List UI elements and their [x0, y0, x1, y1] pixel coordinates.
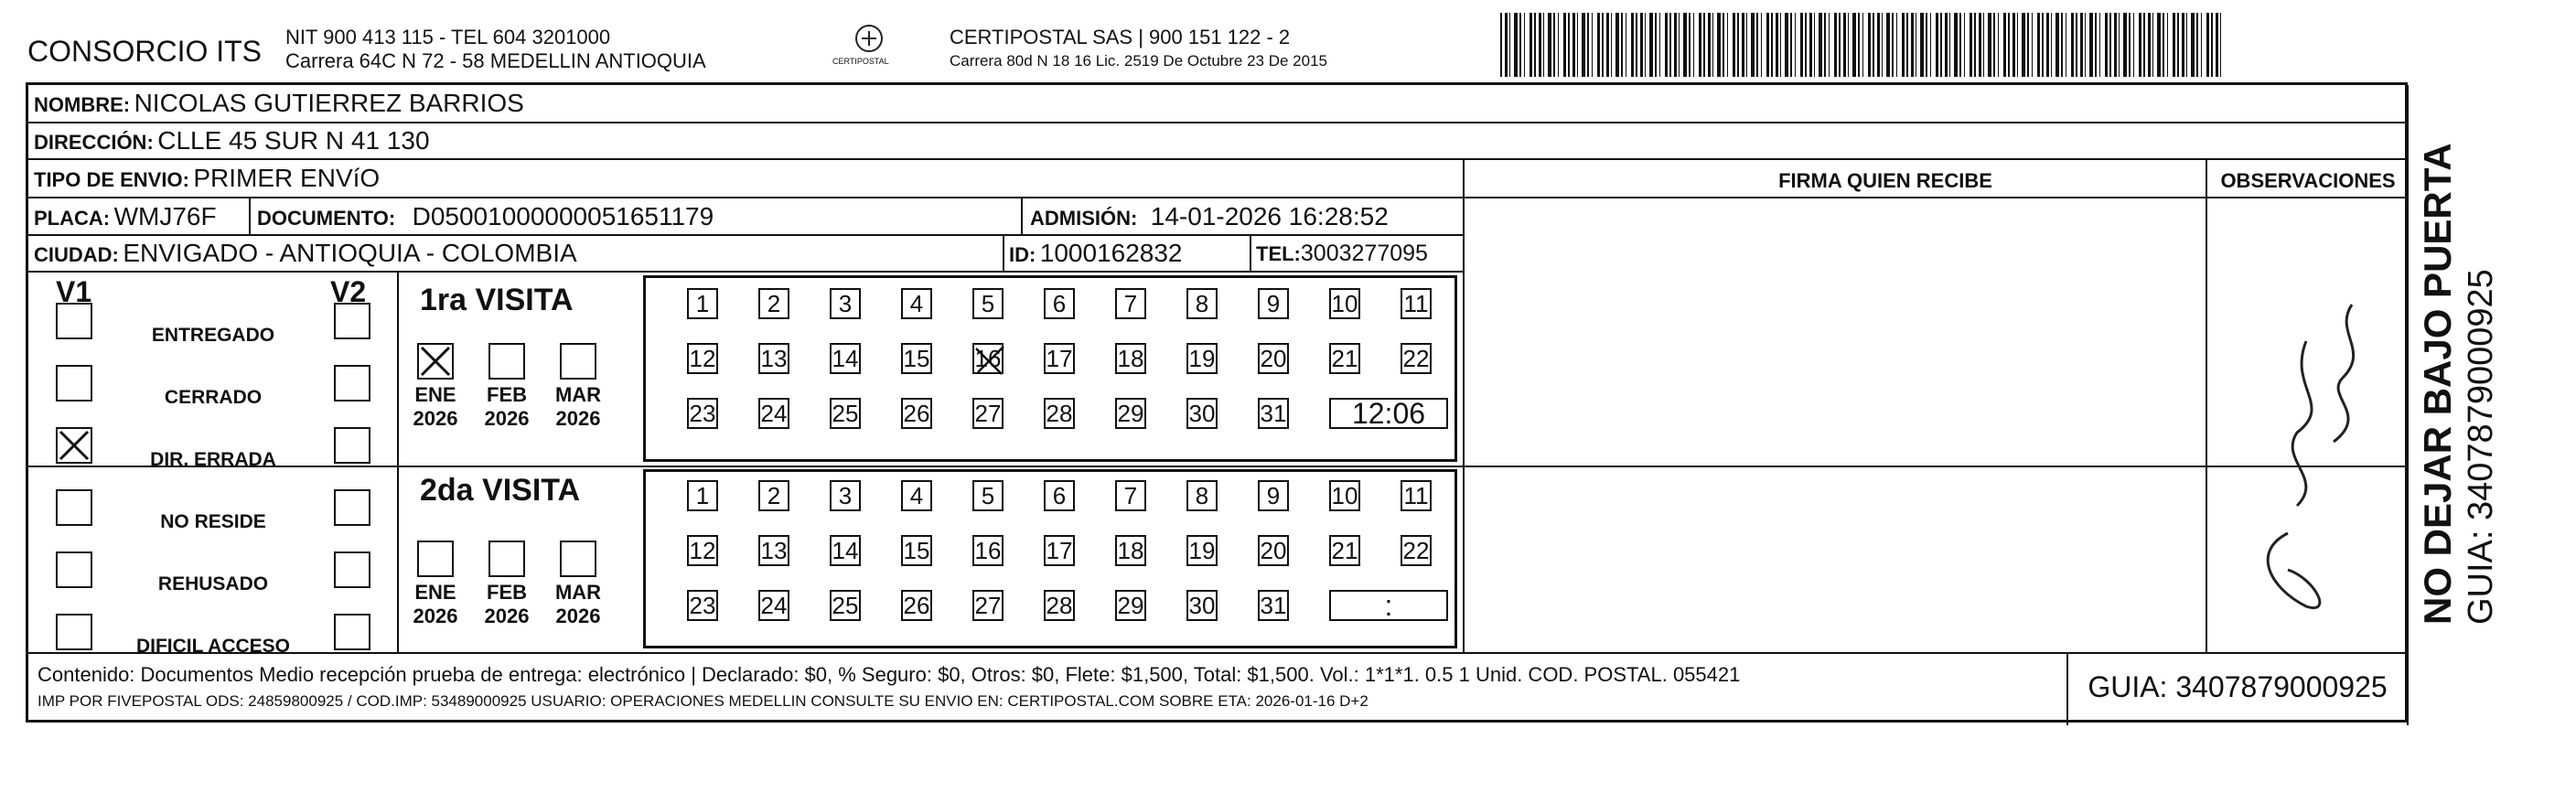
month-label [549, 581, 607, 628]
day-checkbox[interactable]: 18 [1115, 343, 1146, 374]
v2-checkbox[interactable] [334, 489, 370, 526]
id-cell [1009, 239, 1183, 268]
day-checkbox[interactable]: 20 [1258, 343, 1289, 374]
day-checkbox[interactable]: 1 [687, 480, 718, 511]
tipo-row [34, 164, 380, 193]
day-checkbox[interactable]: 29 [1115, 398, 1146, 429]
footer-contenido: Contenido: Documentos Medio recepción prueba de entrega: electrónico | Declarado: $0, % Seguro: $0, Otros: $0, Flete: $1,500, Total: $1,500. Vol.: 1*1*1. 0.5 1 Unid. COD. POSTAL. 055421 [38, 663, 1741, 686]
documento-cell [257, 202, 714, 231]
footer-imp: IMP POR FIVEPOSTAL ODS: 24859800925 / COD.IMP: 53489000925 USUARIO: OPERACIONES MEDELLIN CONSULTE SU ENVIO EN: CERTIPOSTAL.COM SOBRE ETA: 2026-01-16 D+2 [38, 692, 1368, 710]
status-option-label: NO RESIDE [160, 511, 266, 532]
day-checkbox[interactable]: 26 [901, 398, 932, 429]
day-checkbox[interactable]: 13 [758, 535, 789, 566]
month-year: 2026 [555, 605, 601, 627]
visit-time-field[interactable]: : [1329, 590, 1448, 621]
day-checkbox[interactable]: 7 [1115, 288, 1146, 319]
no-dejar-bajo-puerta: NO DEJAR BAJO PUERTA [2416, 143, 2459, 625]
day-checkbox[interactable]: 19 [1186, 535, 1218, 566]
day-checkbox[interactable]: 24 [758, 590, 789, 621]
day-checkbox[interactable]: 31 [1258, 590, 1289, 621]
carrier-address-line: Carrera 80d N 18 16 Lic. 2519 De Octubre 23 De 2015 [950, 52, 1327, 70]
v2-checkbox[interactable] [334, 614, 370, 650]
company-name: CONSORCIO ITS [27, 35, 263, 68]
day-checkbox[interactable]: 21 [1329, 535, 1360, 566]
handwritten-signature [2215, 277, 2398, 643]
v2-checkbox[interactable] [334, 365, 370, 402]
day-checkbox[interactable]: 25 [830, 398, 861, 429]
day-checkbox[interactable]: 4 [901, 480, 932, 511]
month-label [406, 581, 465, 628]
day-checkbox[interactable]: 28 [1044, 590, 1075, 621]
month-name: MAR [554, 383, 602, 406]
month-name: MAR [554, 581, 602, 604]
day-checkbox[interactable]: 3 [830, 480, 861, 511]
v1-checkbox[interactable] [56, 614, 92, 650]
certipostal-logo [842, 20, 896, 75]
v1-checkbox[interactable] [56, 427, 92, 464]
day-checkbox[interactable]: 5 [972, 288, 1004, 319]
status-option-label: ENTREGADO [151, 325, 275, 346]
day-checkbox[interactable]: 22 [1401, 343, 1432, 374]
v1-label: V1 [56, 275, 92, 308]
day-checkbox[interactable]: 2 [758, 480, 789, 511]
v2-checkbox[interactable] [334, 303, 370, 339]
tel-value: 3003277095 [1300, 241, 1428, 266]
day-checkbox[interactable]: 24 [758, 398, 789, 429]
day-checkbox[interactable]: 25 [830, 590, 861, 621]
status-option-label: DIFICIL ACCESO [135, 636, 290, 657]
first-visit-title: 1ra VISITA [420, 283, 574, 317]
observaciones-header: OBSERVACIONES [2220, 169, 2396, 192]
direccion-value: CLLE 45 SUR N 41 130 [157, 126, 430, 155]
id-value: 1000162832 [1039, 239, 1183, 267]
day-checkbox[interactable]: 9 [1258, 288, 1289, 319]
placa-value: WMJ76F [113, 202, 217, 230]
day-checkbox[interactable]: 14 [830, 535, 861, 566]
carrier-info [950, 26, 1327, 73]
month-checkbox[interactable] [488, 343, 525, 380]
day-checkbox[interactable]: 20 [1258, 535, 1289, 566]
day-checkbox[interactable]: 17 [1044, 535, 1075, 566]
day-checkbox[interactable]: 26 [901, 590, 932, 621]
side-guia: GUIA: 3407879000925 [2462, 269, 2500, 625]
ciudad-cell [34, 239, 577, 268]
documento-label: DOCUMENTO: [257, 207, 396, 230]
company-info [285, 26, 706, 73]
admision-cell [1030, 202, 1389, 231]
month-name: FEB [487, 581, 527, 604]
direccion-label: DIRECCIÓN: [34, 131, 154, 154]
placa-label: PLACA: [34, 207, 111, 230]
month-year: 2026 [484, 605, 530, 627]
day-checkbox[interactable]: 15 [901, 343, 932, 374]
day-checkbox[interactable]: 30 [1186, 398, 1218, 429]
day-checkbox[interactable]: 17 [1044, 343, 1075, 374]
v1-checkbox[interactable] [56, 303, 92, 339]
status-option-label: DIR. ERRADA [150, 449, 276, 470]
day-checkbox[interactable]: 15 [901, 535, 932, 566]
day-checkbox[interactable]: 23 [687, 398, 718, 429]
ciudad-label: CIUDAD: [34, 243, 119, 266]
company-address-line: Carrera 64C N 72 - 58 MEDELLIN ANTIOQUIA [285, 49, 706, 72]
month-year: 2026 [413, 605, 458, 627]
direccion-row [34, 126, 430, 155]
day-checkbox[interactable]: 9 [1258, 480, 1289, 511]
carrier-nit-line: CERTIPOSTAL SAS | 900 151 122 - 2 [950, 26, 1291, 48]
month-label [478, 383, 536, 431]
ciudad-value: ENVIGADO - ANTIOQUIA - COLOMBIA [123, 239, 577, 267]
day-checkbox[interactable]: 8 [1186, 480, 1218, 511]
nombre-row [34, 89, 524, 118]
status-option-label: REHUSADO [157, 573, 269, 594]
month-year: 2026 [555, 407, 601, 430]
logo-text: CERTIPOSTAL [832, 57, 889, 66]
day-checkbox[interactable]: 18 [1115, 535, 1146, 566]
tipo-value: PRIMER ENVíO [193, 164, 381, 192]
nombre-value: NICOLAS GUTIERREZ BARRIOS [134, 89, 524, 117]
day-checkbox[interactable]: 5 [972, 480, 1004, 511]
day-checkbox[interactable]: 8 [1186, 288, 1218, 319]
day-checkbox[interactable]: 6 [1044, 480, 1075, 511]
admision-label: ADMISIÓN: [1030, 207, 1138, 230]
firma-header: FIRMA QUIEN RECIBE [1778, 169, 1992, 192]
barcode [1500, 13, 2232, 77]
month-label [549, 383, 607, 431]
v1-checkbox[interactable] [56, 489, 92, 526]
day-checkbox[interactable]: 12 [687, 343, 718, 374]
id-label: ID: [1009, 243, 1036, 266]
tel-label: TEL: [1256, 242, 1301, 265]
month-checkbox[interactable] [560, 541, 596, 577]
day-checkbox[interactable]: 12 [687, 535, 718, 566]
month-checkbox[interactable] [417, 541, 454, 577]
month-name: FEB [487, 383, 527, 406]
month-label [478, 581, 536, 628]
visit-time-field[interactable]: 12:06 [1329, 398, 1448, 429]
day-checkbox[interactable]: 13 [758, 343, 789, 374]
day-checkbox[interactable]: 10 [1329, 288, 1360, 319]
month-year: 2026 [484, 407, 530, 430]
documento-value: D05001000000051651179 [412, 202, 714, 230]
v2-label: V2 [330, 275, 367, 308]
tel-cell [1256, 241, 1428, 267]
v2-checkbox[interactable] [334, 551, 370, 588]
v1-checkbox[interactable] [56, 365, 92, 402]
day-checkbox[interactable]: 29 [1115, 590, 1146, 621]
footer-guia: GUIA: 3407879000925 [2088, 670, 2388, 703]
v1-checkbox[interactable] [56, 551, 92, 588]
day-checkbox[interactable]: 7 [1115, 480, 1146, 511]
day-checkbox[interactable]: 23 [687, 590, 718, 621]
month-name: ENE [414, 383, 456, 406]
status-option-label: CERRADO [164, 387, 263, 408]
nombre-label: NOMBRE: [34, 93, 131, 116]
v2-checkbox[interactable] [334, 427, 370, 464]
month-checkbox[interactable] [560, 343, 596, 380]
month-checkbox[interactable] [488, 541, 525, 577]
day-checkbox[interactable]: 19 [1186, 343, 1218, 374]
placa-cell [34, 202, 217, 231]
second-visit-title: 2da VISITA [420, 473, 581, 508]
month-year: 2026 [413, 407, 458, 430]
company-nit-line: NIT 900 413 115 - TEL 604 3201000 [285, 26, 611, 48]
month-label [406, 383, 465, 431]
tipo-label: TIPO DE ENVIO: [34, 168, 189, 191]
day-checkbox[interactable]: 1 [687, 288, 718, 319]
admision-value: 14-01-2026 16:28:52 [1150, 202, 1389, 230]
day-checkbox[interactable]: 31 [1258, 398, 1289, 429]
delivery-form [26, 82, 2500, 723]
day-checkbox[interactable]: 3 [830, 288, 861, 319]
day-checkbox[interactable]: 16 [972, 535, 1004, 566]
month-name: ENE [414, 581, 456, 604]
day-checkbox[interactable]: 10 [1329, 480, 1360, 511]
day-checkbox[interactable]: 16 [972, 343, 1004, 374]
day-checkbox[interactable]: 22 [1401, 535, 1432, 566]
day-checkbox[interactable]: 2 [758, 288, 789, 319]
day-checkbox[interactable]: 28 [1044, 398, 1075, 429]
day-checkbox[interactable]: 11 [1401, 288, 1432, 319]
day-checkbox[interactable]: 27 [972, 590, 1004, 621]
day-checkbox[interactable]: 11 [1401, 480, 1432, 511]
day-checkbox[interactable]: 27 [972, 398, 1004, 429]
day-checkbox[interactable]: 30 [1186, 590, 1218, 621]
day-checkbox[interactable]: 14 [830, 343, 861, 374]
day-checkbox[interactable]: 4 [901, 288, 932, 319]
day-checkbox[interactable]: 6 [1044, 288, 1075, 319]
month-checkbox[interactable] [417, 343, 454, 380]
day-checkbox[interactable]: 21 [1329, 343, 1360, 374]
